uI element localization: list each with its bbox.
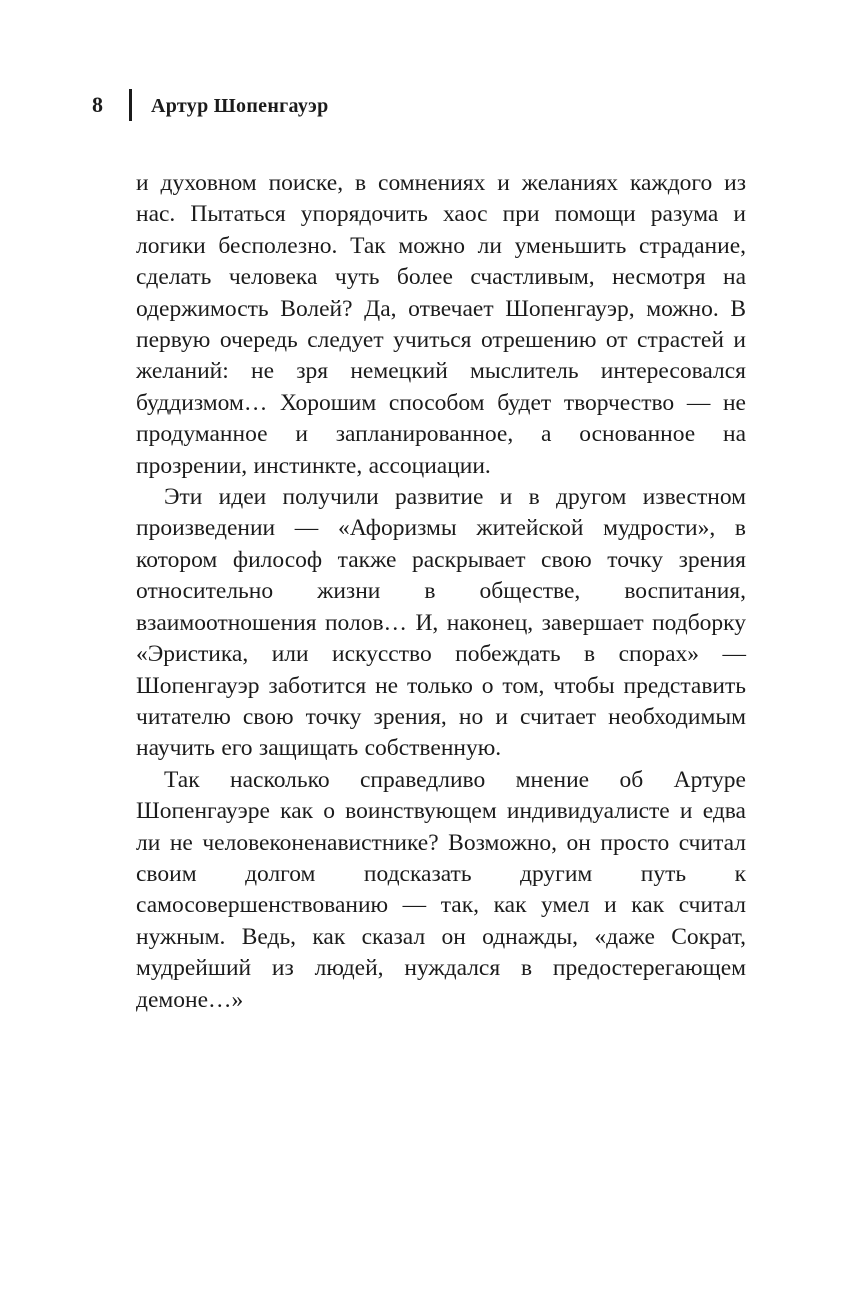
paragraph-2: Эти идеи получили развитие и в другом известном произведении — «Афоризмы житейской мудрости», в котором философ также раскрывает свою точку зрения относительно жизни в обществе, воспитания, взаимоотношения полов… И, наконец, завершает подборку «Эристика, или искусство побеждать в спорах» — Шопенгауэр заботится не только о том, чтобы представить читателю свою точку зрения, но и считает необходимым научить его защищать собственную. — [136, 484, 746, 762]
header-divider — [129, 89, 132, 121]
paragraph-1: и духовном поиске, в сомнениях и желаниях каждого из нас. Пытаться упорядочить хаос при помощи разума и логики бесполезно. Так можно ли уменьшить страдание, сделать человека чуть более счастливым, несмотря на одержимость Волей? Да, отвечает Шопенгауэр, можно. В первую очередь следует учиться отрешению от страстей и желаний: не зря немецкий мыслитель интересовался буддизмом… Хорошим способом будет творчество — не продуманное и запланированное, а основанное на прозрении, инстинкте, ассоциации. — [136, 170, 746, 479]
running-title: Артур Шопенгауэр — [151, 95, 329, 117]
page-number: 8 — [92, 92, 103, 117]
running-header — [92, 88, 329, 122]
page-body — [136, 168, 746, 1016]
paragraph-3: Так насколько справедливо мнение об Артуре Шопенгауэре как о воинствующем индивидуалисте и едва ли не человеконенавистнике? Возможно, он просто считал своим долгом подсказать другим путь к самосовершенствованию — так, как умел и как считал нужным. Ведь, как сказал он однажды, «даже Сократ, мудрейший из людей, нуждался в предостерегающем демоне…» — [136, 766, 746, 1013]
